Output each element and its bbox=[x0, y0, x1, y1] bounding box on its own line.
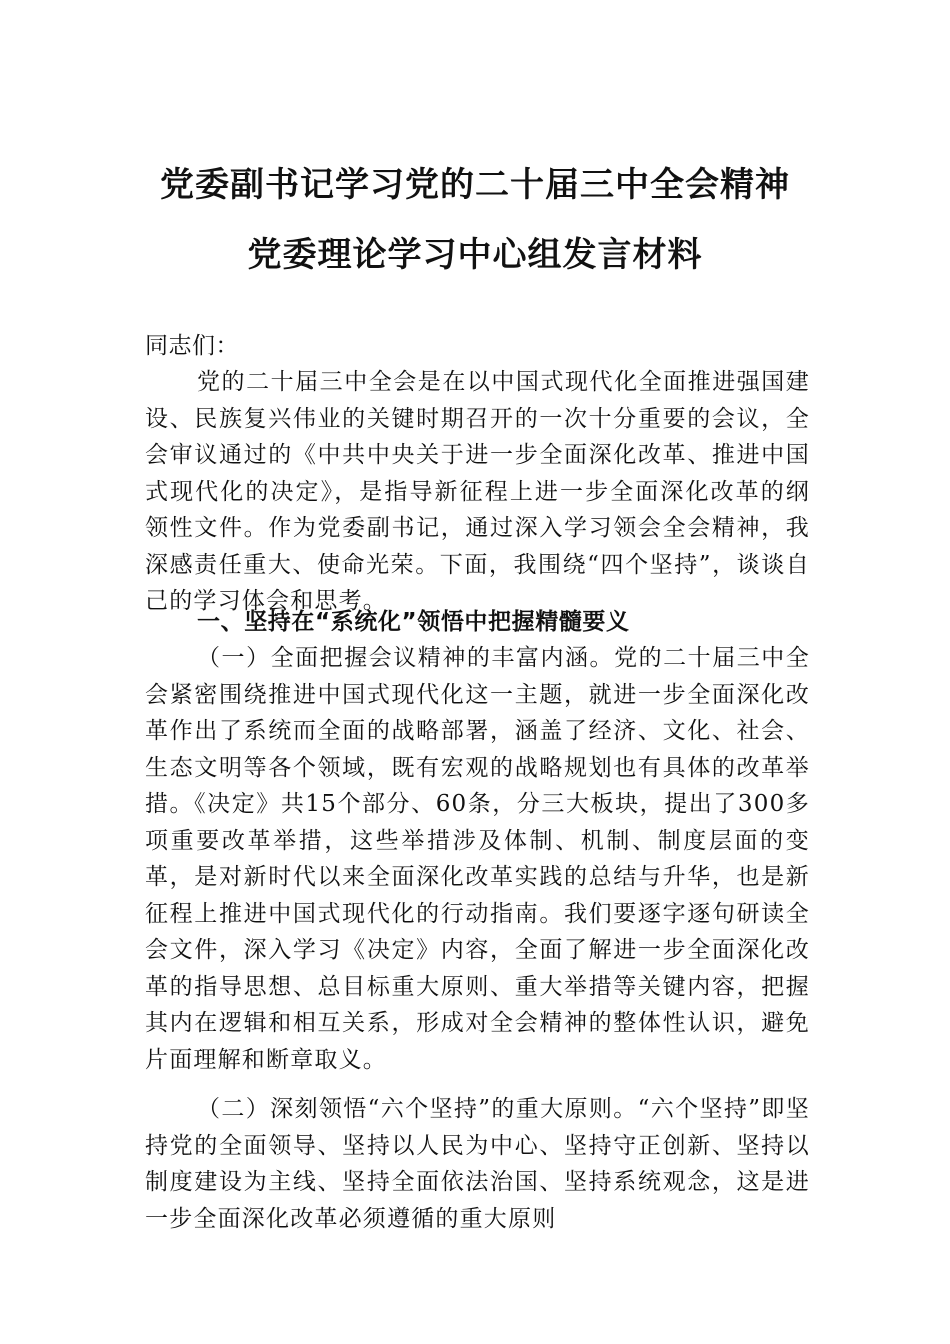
subsection-1-paragraph: （一）全面把握会议精神的丰富内涵。党的二十届三中全会紧密围绕推进中国式现代化这一主题，就进一步全面深化改革作出了系统而全面的战略部署，涵盖了经济、文化、社会、生态文明等各个领域，既有宏观的战略规划也有具体的改革举措。《决定》共15个部分、60条，分三大板块，提出了300多项重要改革举措，这些举措涉及体制、机制、制度层面的变革，是对新时代以来全面深化改革实践的总结与升华，也是新征程上推进中国式现代化的行动指南。我们要逐字逐句研读全会文件，深入学习《决定》内容，全面了解进一步全面深化改革的指导思想、总目标重大原则、重大举措等关键内容，把握其内在逻辑和相互关系，形成对全会精神的整体性认识，避免片面理解和断章取义。 bbox=[145, 645, 810, 1073]
intro-paragraph: 党的二十届三中全会是在以中国式现代化全面推进强国建设、民族复兴伟业的关键时期召开的一次十分重要的会议，全会审议通过的《中共中央关于进一步全面深化改革、推进中国式现代化的决定》，是指导新征程上进一步全面深化改革的纲领性文件。作为党委副书记，通过深入学习领会全会精神，我深感责任重大、使命光荣。下面，我围绕“四个坚持”，谈谈自己的学习体会和思考。 bbox=[145, 369, 810, 614]
section-1-heading: 一、坚持在“系统化”领悟中把握精髓要义 bbox=[197, 609, 630, 635]
document-title-line-1: 党委副书记学习党的二十届三中全会精神 bbox=[160, 165, 790, 205]
salutation: 同志们： bbox=[145, 333, 239, 359]
document-title-line-2: 党委理论学习中心组发言材料 bbox=[247, 235, 703, 275]
subsection-2-paragraph: （二）深刻领悟“六个坚持”的重大原则。“六个坚持”即坚持党的全面领导、坚持以人民为中心、坚持守正创新、坚持以制度建设为主线、坚持全面依法治国、坚持系统观念，这是进一步全面深化改革必须遵循的重大原则 bbox=[145, 1096, 810, 1232]
